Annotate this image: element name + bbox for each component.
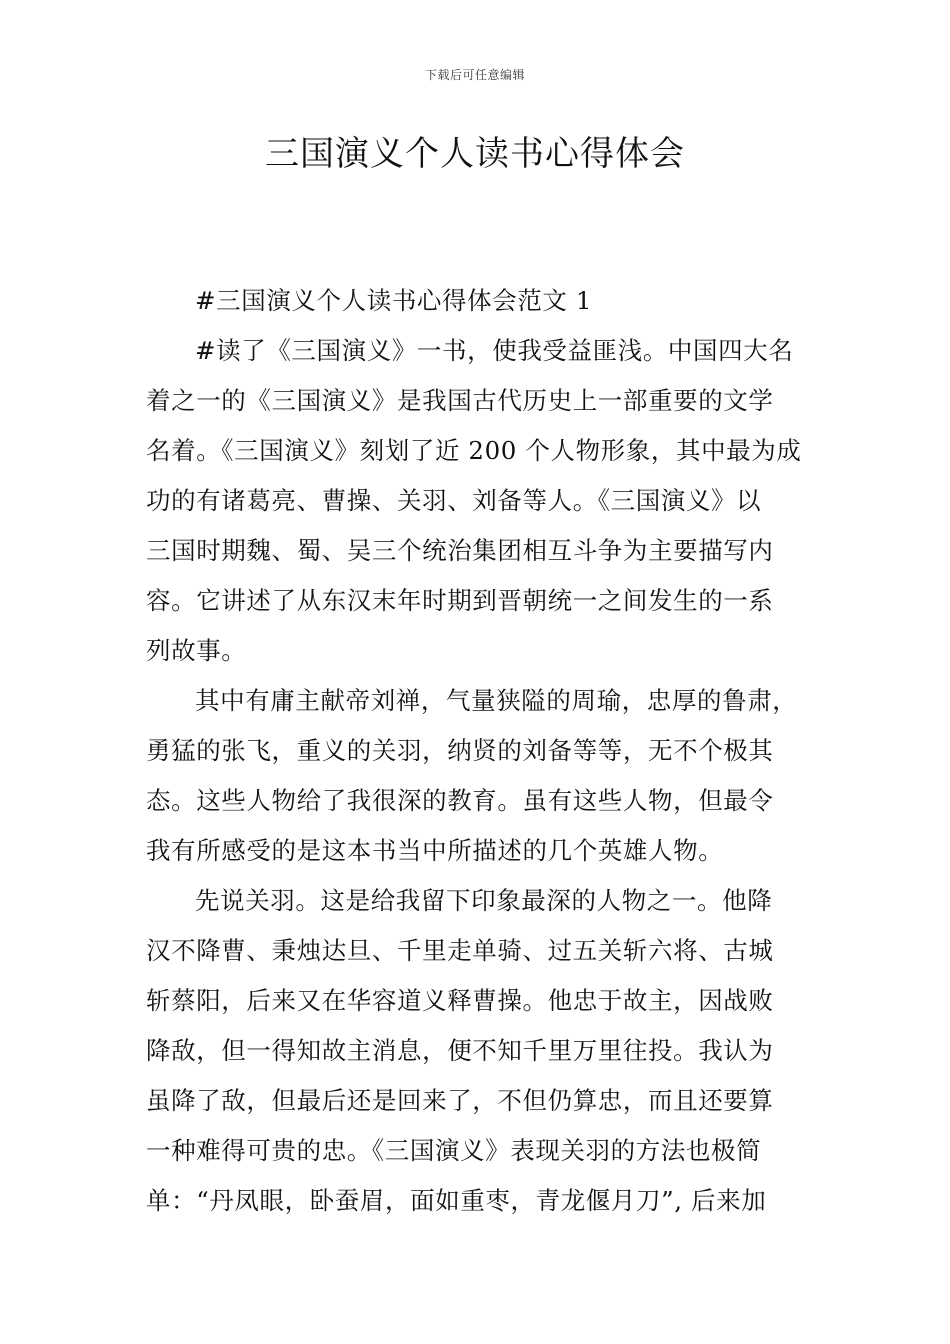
paragraph-line: 着之一的《三国演义》是我国古代历史上一部重要的文学 bbox=[146, 386, 774, 415]
paragraph-line: #读了《三国演义》一书，使我受益匪浅。中国四大名 bbox=[195, 336, 794, 365]
document-title: 三国演义个人读书心得体会 bbox=[265, 134, 685, 174]
paragraph-line: 我有所感受的是这本书当中所描述的几个英雄人物。 bbox=[146, 836, 724, 865]
paragraph-line: 先说关羽。这是给我留下印象最深的人物之一。他降 bbox=[195, 886, 773, 915]
paragraph-line: 勇猛的张飞，重义的关羽，纳贤的刘备等等，无不个极其 bbox=[146, 736, 774, 765]
header-note: 下载后可任意编辑 bbox=[424, 68, 525, 82]
paragraph-line: 单：“丹凤眼，卧蚕眉，面如重枣，青龙偃月刀”, 后来加 bbox=[146, 1186, 767, 1215]
paragraph-line: 一种难得可贵的忠。《三国演义》表现关羽的方法也极简 bbox=[146, 1136, 762, 1165]
paragraph-line: 虽降了敌，但最后还是回来了，不但仍算忠，而且还要算 bbox=[146, 1086, 774, 1115]
document-body bbox=[146, 276, 818, 1226]
paragraph-line: 功的有诸葛亮、曹操、关羽、刘备等人。《三国演义》以 bbox=[146, 486, 762, 515]
paragraph-line: 列故事。 bbox=[146, 636, 247, 665]
paragraph-line: 其中有庸主献帝刘禅，气量狭隘的周瑜，忠厚的鲁肃， bbox=[195, 686, 798, 715]
subtitle-line: #三国演义个人读书心得体会范文 1 bbox=[195, 286, 593, 315]
paragraph-line: 三国时期魏、蜀、吴三个统治集团相互斗争为主要描写内 bbox=[146, 536, 774, 565]
paragraph-line: 斩蔡阳，后来又在华容道义释曹操。他忠于故主，因战败 bbox=[146, 986, 774, 1015]
paragraph-line: 汉不降曹、秉烛达旦、千里走单骑、过五关斩六将、古城 bbox=[146, 936, 774, 965]
paragraph-line: 容。它讲述了从东汉末年时期到晋朝统一之间发生的一系 bbox=[146, 586, 774, 615]
paragraph-line: 态。这些人物给了我很深的教育。虽有这些人物，但最令 bbox=[146, 786, 774, 815]
paragraph-line: 降敌，但一得知故主消息，便不知千里万里往投。我认为 bbox=[146, 1036, 774, 1065]
paragraph-line: 名着。《三国演义》刻划了近 200 个人物形象，其中最为成 bbox=[146, 436, 802, 465]
